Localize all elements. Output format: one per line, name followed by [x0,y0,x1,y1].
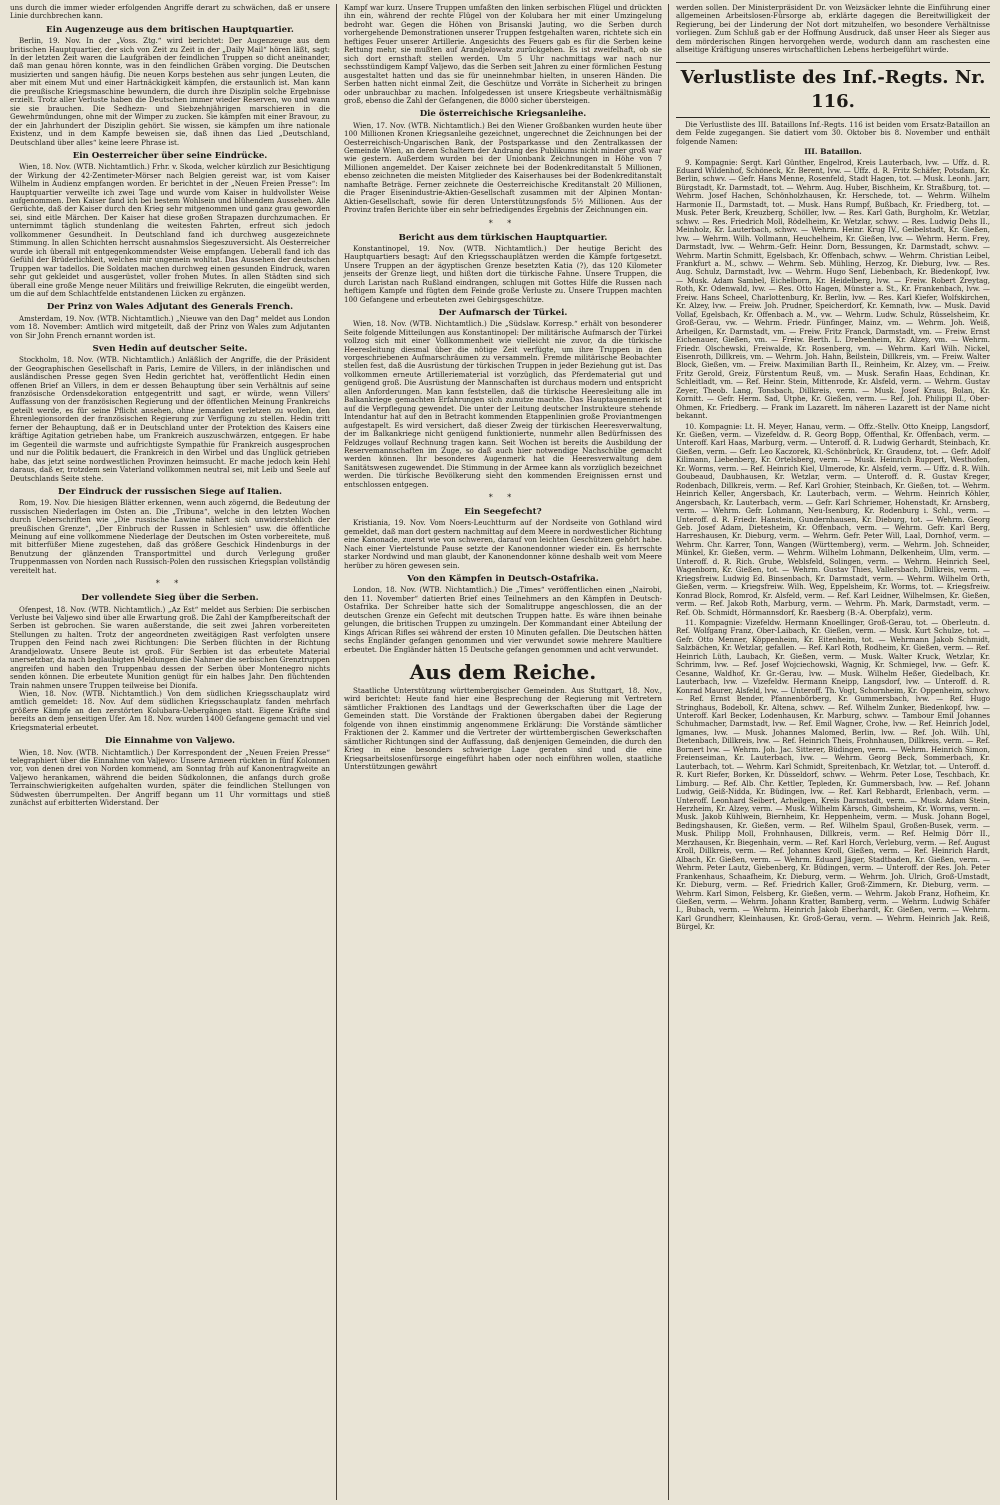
article [10,25,330,147]
column-rule [336,4,337,1500]
separator-stars: * * [488,493,518,503]
article-paragraph: Wien, 17. Nov. (WTB. Nichtamtlich.) Bei den Wiener Großbanken wurden heute über 100 Millionen Kronen Kriegsanleihe gezeichnet, ungerechnet die Zeichnungen bei der Oesterreichisch-Ungarischen Bank, der Postsparkasse und den Zentralkassen der Gemeinde Wien, an deren Schaltern der Andrang des Publikums nicht minder groß war wie gestern. Außerdem wurden bei der Unionbank Zeichnungen in Höhe von 7 Millionen angemeldet. Der Kaiser zeichnete bei der Bodenkreditanstalt 5 Millionen, ebenso zeichneten die meisten Mitglieder des Kaiserhauses bei der Bodenkreditanstalt namhafte Beträge. Ferner zeichnete die Oesterreichische Kreditanstalt 20 Millionen, die Prager Eisenindustrie-Aktien-Gesellschaft zusammen mit der Alpinen Montan-Aktien-Gesellschaft, sowie für deren Unterstützungsfonds 5½ Millionen. Aus der Provinz trafen Berichte über ein sehr befriedigendes Ergebnis der Zeichnungen ein. [344,120,662,215]
kompanie-entry: 11. Kompagnie: Vizefeldw. Hermann Knoellinger, Groß-Gerau, tot. — Oberleutn. d. Ref. Wolfgang Franz, Ober-Laibach, Kr. Gießen, verm. — Musk. Kurt Schulze, tot. — Gefr. Otto Menner, Köppenheim, Kr. Eitenheim, tot. — Wehrmann Jakob Schmidt, Salzbächen, Kr. Wetzlar, gefallen. — Ref. Karl Roth, Rodheim, Kr. Gießen, verm. — Ref. Heinrich Lüth, Laubach, Kr. Gießen, verm. — Musk. Walter Kruck, Wetzlar, Kr. Schrimm, lvw. — Ref. Josef Wojciechowski, Wagnig, Kr. Schmiegel, lvw. — Gefr. K. Cesanne, Waldhof, Kr. Gr.-Gerau, lvw. — Musk. Wilhelm Heßer, Giedelbach, Kr. Lauterbach, lvw. — Vizefeldw. Hermann Kneipp, Langsdorf, lvw. — Unteroff. d. R. Konrad Maurer, Alsfeld, lvw. — Unteroff. Th. Vogt, Schornheim, Kr. Oppenheim, schwv. — Ref. Ernst Bender, Pfannenbörberg, Kr. Gummersbach, lvw. — Ref. Hugo Stringhaus, Bodeboll, Kr. Altena, schwv. — Ref. Wilhelm Zunker, Biedenkopf, lvw. — Unteroff. Karl Becker, Lodenhausen, Kr. Marburg, schwv. — Tambour Emil Johannes Schuhmacher, Darmstadt, lvw. — Ref. Emil Wagner, Crohe, lvw. — Ref. Heinrich Jodel, Igmanes, lvw. — Musk. Johannes Malomed, Berlin, lvw. — Ref. Joh. Wilh. Uhl, Dietenbach, Dillkreis, lvw. — Ref. Heinrich Theis, Frohnhausen, Dillkreis, verm. — Ref. Bornert lvw. — Wehrm. Joh. Jac. Sitterer, Büdingen, verm. — Wehrm. Heinrich Simon, Freienseiman, Kr. Lauterbach, lvw. — Wehrm. Georg Beck, Sommerbach, Kr. Lauterbach, tot. — Wehrm. Karl Schmidt, Spreitenbach, Kr. Wetzlar, tot. — Unteroff. d. R. Kurt Riefer, Borken, Kr. Düsseldorf, schwv. — Wehrm. Peter Lose, Teschbach, Kr. Limburg. — Ref. Alb. Chr. Kettler, Tepleden, Kr. Gummersbach, lvw. — Ref. Johann Ludwig, Geiß-Nidda, Kr. Büdingen, lvw. — Ref. Karl Rebhardt, Erlenbach, verm. — Unteroff. Leonhard Seibert, Arheilgen, Kreis Darmstadt, verm. — Musk. Adam Stein, Herzheim, Kr. Alzey, verm. — Musk. Wilhelm Kärsch, Gimbsheim, Kr. Worms, verm. — Musk. Jakob Kühlwein, Biernheim, Kr. Heppenheim, verm. — Musk. Johann Bogel, Bedingshausen, Kr. Gießen, verm. — Ref. Wilhelm Spaul, Großen-Busek, verm. — Musk. Philipp Moll, Frohnhausen, Dillkreis, verm. — Ref. Helmig Dörr II., Merzhausen, Kr. Biegenhain, verm. — Ref. Karl Horch, Verleburg, verm. — Ref. August Kroll, Dillkreis, verm. — Ref. Johannes Kroll, Gießen, verm. — Ref. Heinrich Hardt, Albach, Kr. Gießen, verm. — Wehrm. Eduard Jäger, Stadtbaden, Kr. Gießen, verm. — Wehrm. Peter Lautz, Giebenberg, Kr. Büdingen, verm. — Unteroff. der Res. Joh. Peter Frankenhaus, Schaafheim, Kr. Dieburg, verm. — Wehrm. Joh. Ulrich, Groß-Umstadt, Kr. Dieburg, verm. — Ref. Friedrich Kaller, Groß-Zimmern, Kr. Dieburg, verm. — Wehrm. Karl Simon, Felsberg, Kr. Gießen, verm. — Wehrm. Jakob Franz, Hofheim, Kr. Gießen, verm. — Wehrm. Johann Kratter, Bamberg, verm. — Wehrm. Ludwig Schäfer I., Bubach, verm. — Wehrm. Heinrich Jakob Eberhardt, Kr. Gießen, verm. — Wehrm. Karl Grundherr, Kleinhausen, Kr. Groß-Gerau, verm. — Wehrm. Heinrich Jak. Reiß, Bürgel, Kr. [676,618,990,932]
article-paragraph: Stockholm, 18. Nov. (WTB. Nichtamtlich.) Anläßlich der Angriffe, die der Präsident der Geographischen Gesellschaft in Paris, Lemire de Villers, in der inländischen und ausländischen Presse gegen Sven Hedin gerichtet hat, veröffentlicht Hedin einen offenen Brief an Villers, in dem er dessen Behauptung über sein Verhältnis auf seine französische Ordensdekoration entgegentritt und sagt, er würde, wenn Villers' Auffassung von der französischen Regierung und der öffentlichen Meinung Frankreichs geteilt werde, es für seine Pflicht ansehen, ohne jemanden verletzen zu wollen, den Ehrenlegionsorden der französischen Regierung zur Verfügung zu stellen. Hedin tritt ferner der Behauptung, daß er in Deutschland unter der Protektion des Kaisers eine kräftige Agitation getrieben habe, um Frankreich auszuschwärzen, entgegen. Er habe im Gegenteil die warmste und aufrichtigste Sympathie für Frankreich ausgesprochen und nur die Politik bedauert, die Frankreich in den Wirbel und das Unglück getrieben habe, das jetzt seine nordwestlichen Provinzen heimsucht. Er mache jedoch kein Hehl daraus, daß er, trotzdem sein Vaterland vollkommen neutral sei, mit Leib und Seele auf Deutschlands Seite stehe. [10,355,330,483]
column-2 [340,4,666,1502]
article-headline: Die Einnahme von Valjewo. [104,736,236,747]
article-headline: Sven Hedin auf deutscher Seite. [92,344,248,355]
separator-stars: * * [155,579,185,589]
article [344,233,662,304]
article-paragraph: Rom, 19. Nov. Die hiesigen Blätter erkennen, wenn auch zögernd, die Bedeutung der russischen Niederlagen im Osten an. Die „Tribuna“, welche in den letzten Wochen durch Ueberschriften wie „Die russische Lawine nähert sich unwiderstehlich der preußischen Grenze“, „Der Einbruch der Russen in Schlesien“ usw. die öffentliche Meinung auf eine vollkommene Niederlage der Deutschen im Osten vorbereitete, muß mit bitterfüßer Miene zugestehen, daß das größere Geschick Hindenburgs in der Benutzung der glänzenden Transportmittel und durch Verlegung großer Truppenmassen von Norden nach Russisch-Polen den russischen Kriegsplan vollständig vereitelt hat. [10,498,330,575]
kompanie-entry: 9. Kompagnie: Sergt. Karl Günther, Engelrod, Kreis Lauterbach, lvw. — Uffz. d. R. Eduard Wildenhof, Schöneck, Kr. Berent, lvw. — Uffz. d. R. Fritz Schäfer, Potsdam, Kr. Berlin, schwv. — Gefr. Hans Menne, Rosenfeld, Stadt Hagen, tot. — Musk. Leonh. Jarr, Bürgstadt, Kr. Darmstadt, tot. — Wehrm. Aug. Huber, Bischheim, Kr. Straßburg, tot. — Wehrm. Josef Hachen, Schönholzhausen, Kr. Herschede, tot. — Wehrm. Wilhelm Harmonie II., Darmstadt, tot. — Musk. Hans Rumpf, Bußbach, Kr. Friedberg, tot. — Musk. Peter Berk, Kreuzberg, Schöller, lvw. — Res. Karl Gath, Burgholm, Kr. Wetzlar, schwv. — Res. Friedrich Moll, Rödelheim, Kr. Wetzlar, schwv. — Res. Ludwig Dehs II., Meinholz, Kr. Lauterbach, schwv. — Wehrm. Heinr. Krug IV., Geibelstadt, Kr. Gießen, lvw. — Wehrm. Wilh. Vollmann, Heuchelheim, Kr. Gießen, lvw. — Wehrm. Herm. Frey, Darmstadt, lvw. — Wehrm.-Gefr. Heinr. Dorn, Bessungen, Kr. Darmstadt, schwv. — Wehrm. Martin Schmitt, Egelsbach, Kr. Offenbach, schwv. — Wehrm. Christian Leibel, Frankfurt a. M., schwv. — Wehrm. Seb. Mühling, Herzog, Kr. Dieburg, lvw. — Res. Aug. Schulz, Darmstadt, lvw. — Wehrm. Hugo Senf, Liebenbach, Kr. Biedenkopf, lvw. — Musk. Adam Sambel, Eichelborn, Kr. Heidelberg, lvw. — Freiw. Robert Zreytag, Roth, Kr. Odenwald, lvw. — Res. Otto Hagen, Münster a. St., Kr. Frankenbach, lvw. — Freiw. Hans Scheel, Charlottenburg, Kr. Berlin, lvw. — Res. Karl Kiefer, Wolfskirchen, Kr. Alzey, lvw. — Freiw. Joh. Prudner, Speicherdorf, Kr. Kemnath, lvw. — Musk. David Vollaf, Egelsbach, Kr. Offenbach a. M., vw. — Wehrm. Ludw. Schulz, Rüsselsheim, Kr. Groß-Gerau, vw. — Wehrm. Friedr. Fünfinger, Mainz, vm. — Wehrm. Joh. Weiß, Arheilgen, Kr. Darmstadt, vm. — Freiw. Fritz Franck, Darmstadt, vm. — Freiw. Ernst Eichenauer, Gießen, vm. — Freiw. Berth. L. Drebenheim, Kr. Alzey, vm. — Wehrm. Friedr. Olschewski, Freiwalde, Kr. Rosenberg, vm. — Wehrm. Karl Wilh. Nickel, Eisenroth, Dillkreis, vm. — Wehrm. Joh. Hahn, Beilstein, Dillkreis, vm. — Freiw. Walter Block, Gießen, vm. — Freiw. Maximilian Barth II., Reinheim, Kr. Alzey, vm. — Freiw. Fritz Gerold, Greiz, Fürstentum Reuß, vm. — Musk. Serafin Haas, Echdinan, Kr. Schleitladt, vm. — Ref. Heinr. Stein, Mittenrode, Kr. Alsfeld, verm. — Wehrm. Gustav Zeyer, Theob. Lang, Tonsbach, Dillkreis, verm. — Musk. Josef Kraus, Bolan, Kr. Kornitt. — Gefr. Herm. Sad, Utphe, Kr. Gießen, verm. — Ref. Joh. Philippi II., Ober-Ohmen, Kr. Friedberg. — Frank im Lazarett. Im näheren Lazarett ist der Name nicht bekannt. [676,157,990,421]
column-1-articles [10,25,330,808]
article-headline: Bericht aus dem türkischen Hauptquartier. [398,232,608,243]
article-paragraph: Amsterdam, 19. Nov. (WTB. Nichtamtlich.) „Nieuwe van den Dag“ meldet aus London vom 18. November: Amtlich wird mitgeteilt, daß der Prinz von Wales zum Adjutanten von Sir John French ernannt worden ist. [10,313,330,340]
article [344,308,662,489]
verlustliste-header-box [676,62,990,118]
article-paragraph: Ofenpest, 18. Nov. (WTB. Nichtamtlich.) „Az Est“ meldet aus Serbien: Die serbischen Verluste bei Valjewo sind über alle Erwartung groß. Die Zahl der Kampfbereitschaft der Serben ist gebrochen. Sie waren außerstande, die seit zwei Jahren vorbereiteten Stellungen zu halten. Trotz der angeordneten zweitägigen Rast verfolgten unsere Truppen den Feind nach zwei Richtungen: Die Serben flüchten in der Richtung Arandjelowatz. Unsere Beute ist groß. Für Serbien ist das erbeutete Material unersetzbar, da nach beglaubigten Meldungen die Nahmer die serbischen Grenztruppen angreifen und haben den Truppenbau dessen der Serben über Montenegro nichts senden können. Die erbeutete Munition genügt für ein halbes Jahr. Den flüchtenden Train nahmen unsere Truppen teilweise bei Dionifa. [10,604,330,690]
kompanie-entry: 10. Kompagnie: Lt. H. Meyer, Hanau, verm. — Offz.-Stellv. Otto Kneipp, Langsdorf, Kr. Gießen, verm. — Vizefeldw. d. R. Georg Bopp, Offenthal, Kr. Offenbach, verm. — Unteroff. Karl Haas, Marburg, verm. — Unteroff. d. R. Ludwig Gerhardt, Steinbach, Kr. Gießen, verm. — Gefr. Leo Kaczorek, Kl.-Schönbrück, Kr. Graudenz, tot. — Gefr. Adolf Kilimann, Liebenberg, Kr. Ortelsberg, verm. — Musk. Heinrich Ruppert, Westhofen, Kr. Worms, verm. — Ref. Heinrich Kiel, Ulmerode, Kr. Alsfeld, verm. — Uffz. d. R. Wilh. Goubeaud, Daubhausen, Kr. Wetzlar, verm. — Unteroff. d. R. Gustav Kreger, Rodenbach, Dillkreis, verm. — Ref. Karl Grohier, Steinbach, Kr. Gießen, tot. — Wehrm. Heinrich Keller, Angersbach, Kr. Lauterbach, verm. — Wehrm. Heinrich Köhler, Angersbach, Kr. Lauterbach, verm. — Gefr. Karl Schriemer, Hohenstadt, Kr. Arnsberg, verm. — Wehrm. Gefr. Lohmann, Neu-Isenburg, Kr. Rodenburg i. Schl., verm. — Unteroff. d. R. Friedr. Hanstein, Gundernhausen, Kr. Dieburg, tot. — Wehrm. Georg Geb. Josef Adam, Dietesheim, Kr. Offenbach, verm. — Wehrm. Gefr. Karl Berg, Harreshausen, Kr. Dieburg, verm. — Wehrm. Gefr. Peter Will, Laal, Dornhof, verm. — Wehrm. Chr. Karrer, Tonn, Wangen (Württemberg), verm. — Wehrm. Joh. Schneider, Münkel, Kr. Gießen, verm. — Wehrm. Wilhelm Lohmann, Delkenheim, Ulm, verm. — Unteroff. d. R. Rich. Grube, Weblsfeld, Solingen, verm. — Wehrm. Heinrich Seel, Wagenborn, Kr. Gießen, tot. — Wehrm. Gustav Thies, Vallersbach, Dillkreis, verm. — Kriegsfreiw. Ludwig Ed. Binsenbach, Kr. Darmstadt, verm. — Wehrm. Wilhelm Orth, Gießen, verm. — Kriegsfreiw. Wilh. Weg, Eppelsheim, Kr. Worms, tot. — Kriegsfreiw. Konrad Block, Romrod, Kr. Alsfeld, verm. — Ref. Karl Leidner, Wilhelmsen, Kr. Gießen, verm. — Ref. Jakob Roth, Marburg, verm. — Wehrm. Ph. Mark, Darmstadt, verm. — Ref. Ob. Schmidt, Hörmannsdorf, Kr. Raesberg (B.-A. Oberpfalz), verm. [676,421,990,617]
article-paragraph: Wien, 18. Nov. (WTB. Nichtamtlich.) Die „Südslaw. Korresp.“ erhält von besonderer Seite folgende Mitteilungen aus Konstantinopel: Der militärische Aufmarsch der Türkei vollzog sich mit einer Vollkommenheit wie vielleicht nie zuvor, da die türkische Heeresleitung diesmal über die nötige Zeit verfügte, um ihre Truppen in den vorgeschriebenen Aufmarschräumen zu versammeln. Fremde militärische Beobachter stellen fest, daß die Ausrüstung der türkischen Truppen in jeder Beziehung gut ist. Das vollkommen erneute Artilleriematerial ist vorzüglich, das Pferdematerial gut und genügend groß. Die Ausrüstung der Mannschaften ist durchaus modern und entspricht allen Anforderungen. Man kann feststellen, daß die türkische Heeresleitung alle im Balkankriege gemachten Erfahrungen sich zunutze machte. Das Hauptaugenmerk ist auf die Verpflegung gewendet. Die unter der Leitung deutscher Instrukteure stehende Intendantur hat auf den in Betracht kommenden Etappenlinien große Proviantmengen aufgestapelt. Es wird versichert, daß dieser Zweig der türkischen Heeresverwaltung, der im Balkankriege nicht genügend funktionierte, nunmehr allen Bedürfnissen des Feldzuges vollauf Rechnung tragen kann. Seit Wochen ist bereits die Ausbildung der Reservemannschaften im Zuge, so daß auch hier notwendige Nachschübe gemacht werden können. Ihr besonderes Augenmerk hat die Heeresverwaltung dem Sanitätswesen zugewendet. Die Stimmung in der Armee kann als vorzüglich bezeichnet werden. Die türkische Bevölkerung sieht den kommenden Ereignissen ernst und entschlossen entgegen. [344,319,662,489]
article [10,736,330,807]
article [344,507,662,570]
column-3 [672,4,994,1502]
column-1 [6,4,334,1502]
article-paragraph: Staatliche Unterstützung württembergischer Gemeinden. Aus Stuttgart, 18. Nov., wird berichtet: Heute fand hier eine Besprechung der Regierung mit Vertretern sämtlicher Fraktionen des Landtags und der Gewerkschaften über die Lage der Gemeinden statt. Die Vorstände der Fraktionen übergaben dabei der Regierung folgende von ihnen einstimmig angenommene Erklärung: Die Vorstände sämtlicher Fraktionen der 2. Kammer und die Vertreter der württembergischen Gewerkschaften sämtlicher Richtungen sind der Auffassung, daß denjenigen Gemeinden, die durch den Krieg in eine besonders schwierige Lage geraten sind und die eine Kriegsarbeitslosenfürsorge eingeführt haben oder noch einführen wollen, staatliche Unterstützungen gewährt [344,686,662,772]
article [344,109,662,214]
article-headline: Die österreichische Kriegsanleihe. [419,109,587,120]
article-headline: Der Aufmarsch der Türkei. [438,308,568,318]
article-paragraph: Kristiania, 19. Nov. Vom Noers-Leuchtturm auf der Nordseite von Gothland wird gemeldet, daß man dort gestern nachmittag auf dem Meere in nordwestlicher Richtung eine Kanonade, zuerst wie von schweren, darauf von leichten Geschützen gehört habe. Nach einer Viertelstunde Pause setzte der Kanonendonner wieder ein. Es herrschte starker Nordwind und man glaubt, der Kanonendonner könne deshalb weit vom Meere herüber zu hören gewesen sein. [344,518,662,570]
separator-stars: * * [488,218,518,228]
carryover-text: Kampf war kurz. Unsere Truppen umfaßten den linken serbischen Flügel und drückten ihn ein, während der rechte Flügel von der Kolubara her mit einer Umzingelung bedroht war. Gegen die Höhen von Brisanski Jauting, wo die Serben durch vorhergehende Demonstrationen unserer Truppen festgehalten waren, richtete sich ein heftiges Feuer unserer Artillerie. Angesichts des Feuers gab es für die Serben keine Rettung mehr, sie mußten auf Arandjelowatz zurückgehen. Es ist zweifelhaft, ob sie sich dort ernsthaft stellen werden. Um 5 Uhr nachmittags war nach nur sechsstündigem Kampf Valjewo, das die Serben seit Jahren zu einer förmlichen Festung ausgestaltet hatten und das sie für uneinnehmbar hielten, in unseren Händen. Die Serben hatten nicht einmal Zeit, die Geschütze und Vorräte in Sicherheit zu bringen oder unbrauchbar zu machen. Infolgedessen ist unsere Kriegsbeute verhältnismäßig groß, ebenso die Zahl der Gefangenen, die 8000 sicher übersteigen. [344,4,662,105]
article [10,487,330,575]
article-headline: Ein Oesterreicher über seine Eindrücke. [72,151,268,161]
article [344,574,662,654]
kompanien-list [676,159,990,932]
article [10,344,330,483]
article-paragraph: Berlin, 19. Nov. In der „Voss. Ztg.“ wird berichtet: Der Augenzeuge aus dem britischen Hauptquartier, der sich von Zeit zu Zeit in der „Daily Mail“ hören läßt, sagt: In der letzten Zeit waren die Laufgräben der feindlichen Truppen so dicht aneinander, daß man genau hören konnte, was in den feindlichen Gräben vorging. Die Deutschen musizierten und sangen häufig. Die neuen Korps bestehen aus sehr jungen Leuten, die aber mit einem Mut und einer Hartnäckigkeit kämpfen, die erstaunlich ist. Man kann die preußische Kriegsmaschine bewundern, die durch ihre Disziplin solche Ergebnisse erzielt. Trotz aller Verluste haben die Deutschen immer wieder Reserven, wo und wann sie sie brauchen. Die Sedhezn- und Siebzehnjährigen marschieren in die Gewehrmündungen, ohne mit der Wimper zu zucken. Sie kämpfen mit einer Bravour, zu der ein Jahrhundert der Disziplin gehört. Sie wissen, sie kämpfen um ihre nationale Existenz, und in dem Kampfe beweisen sie, daß ihnen das Lied „Deutschland, Deutschland über alles“ keine leere Phrase ist. [10,36,330,147]
article-paragraph: Konstantinopel, 19. Nov. (WTB. Nichtamtlich.) Der heutige Bericht des Hauptquartiers besagt: Auf den Kriegsschauplätzen werden die Kämpfe fortgesetzt. Unsere Truppen an der ägyptischen Grenze besetzten Katia (?), das 120 Kilometer jenseits der Grenze liegt, und hißten dort die türkische Fahne. Unsere Truppen, die durch Laristan nach Rußland eindrangen, schlugen mit Gottes Hilfe die Russen nach heftigem Kampfe und fügten dem Feinde große Verluste zu. Unsere Truppen machten 100 Gefangene und erbeuteten zwei Gebirgsgeschütze. [344,243,662,304]
verlustliste-heading: Verlustliste des Inf.-Regts. Nr. 116. [680,66,986,112]
bataillon-heading: III. Bataillon. [804,147,862,157]
verlustliste-intro: Die Verlustliste des III. Bataillons Inf.-Regts. 116 ist beiden vom Ersatz-Bataillon an dem Felde zugegangen. Sie datiert vom 30. Oktober bis 8. November und enthält folgende Namen: [676,119,990,146]
article-paragraph: London, 18. Nov. (WTB. Nichtamtlich.) Die „Times“ veröffentlichen einen „Nairobi, den 11. November“ datierten Brief eines Teilnehmers an den Kämpfen in Deutsch-Ostafrika. Der Schreiber hatte sich der Somalitruppe angeschlossen, die an der deutschen Grenze ein Gefecht mit deutschen Truppen hatte. Es wäre ihnen beinahe gelungen, die britischen Truppen zu umzingeln. Der Kommandant einer Abteilung der Kings African Rifles sei während der ersten 10 Minuten gefallen. Die Deutschen hätten sechs Engländer gefangen genommen und vier verwundet sowie mehrere Maultiere erbeutet. Die Engländer hätten 15 Deutsche gefangen genommen und acht verwundet. [344,585,662,654]
article-headline: Der Eindruck der russischen Siege auf Italien. [58,487,282,498]
article-paragraph: Wien, 18. Nov. (WTB. Nichtamtlich.) Von dem südlichen Kriegsschauplatz wird amtlich gemeldet: 18. Nov. Auf dem südlichen Kriegsschauplatz fanden mehrfach größere Kämpfe an den zerstörten Kolubara-Uebergängen statt. Eigene Kräfte sind bereits an dem jenseitigen Ufer. Am 18. Nov. wurden 1400 Gefangene gemacht und viel Kriegsmaterial erbeutet. [10,689,330,732]
article-headline: Von den Kämpfen in Deutsch-Ostafrika. [407,574,599,585]
article [10,593,330,732]
column-2-articles [344,109,662,654]
verlustliste [676,121,990,932]
article-headline: Der Prinz von Wales Adjutant des Generals French. [46,302,294,313]
article-headline: Ein Seegefecht? [464,507,542,518]
carryover-text: uns durch die immer wieder erfolgenden Angriffe derart zu schwächen, daß er unsere Linie durchbrechen kann. [10,4,330,21]
section-heading-reich: Aus dem Reiche. [409,660,597,685]
article [10,302,330,340]
article-headline: Der vollendete Sieg über die Serben. [81,593,259,604]
carryover-text: werden sollen. Der Ministerpräsident Dr. von Weizsäcker lehnte die Einführung einer allgemeinen Arbeitslosen-Fürsorge ab, erklärte dagegen die Bereitwilligkeit der Regierung, bei der Linderung der Not dort mitzuhelfen, wo besondere Verhältnisse vorliegen. Zum Schluß gab er der Hoffnung Ausdruck, daß unser Heer als Sieger aus dem mörderischen Ringen hervorgehen werde, wodurch dann am raschesten eine allseitige Kräftigung unseres wirtschaftlichen Lebens herbeigeführt würde. [676,4,990,55]
article-paragraph: Wien, 18. Nov. (WTB. Nichtamtlich.) Der Korrespondent der „Neuen Freien Presse“ telegraphiert über die Einnahme von Valjewo: Unsere Armeen rückten in fünf Kolonnen vor, von denen drei von Norden kommend, am Sonntag früh auf Kanonentragweite an Valjewo herankamen, während die beiden Südkolonnen, die anfangs durch große Terrainschwierigkeiten aufgehalten wurden, später die feindlichen Stellungen von Südwesten überrumpelten. Der Angriff begann um 11 Uhr vormittags und stieß zunächst auf erbitterten Widerstand. Der [10,747,330,808]
article-paragraph: Wien, 18. Nov. (WTB. Nichtamtlich.) Frhr. v. Skoda, welcher kürzlich zur Besichtigung der Wirkung der 42-Zentimeter-Mörser nach Belgien gereist war, ist vom Kaiser Wilhelm in Audienz empfangen worden. Er berichtet in der „Neuen Freien Presse“: Im Hauptquartier verweilte ich zwei Tage und wurde vom Kaiser in huldvollster Weise aufgenommen. Den Kaiser fand ich bei bestem Wohlsein und blühendem Aussehen. Alle Gerüchte, daß der Kaiser durch den Krieg sehr mitgenommen und ganz grau geworden sei, sind eitle Märchen. Der Kaiser hat diese großen Strapazen durchzumachen. Er unternimmt täglich stundenlang die weitesten Fahrten, erfreut sich jedoch vollkommener Gesundheit. In Deutschland fand ich durchweg ausgezeichnete Stimmung. In allen Schichten herrscht ausnahmslos Siegeszuversicht. Als Oesterreicher wurde ich überall mit entgegenkommendster Weise empfangen. Ueberall fand ich das Gefühl der Brüderlichkeit, welches mir ungemein wohltat. Das Aussehen der deutschen Truppen war tadellos. Die Soldaten machen durchweg einen gesunden Eindruck, waren sehr gut gekleidet und ausgerüstet, voller frohen Mutes. In allen Städten sind sich überall eine große Menge neuer Militärs und freiwillige Rekruten, die eingeübt werden, um die auf dem Schlachtfelde entstandenen Lücken zu ergänzen. [10,162,330,298]
article [10,151,330,298]
article-headline: Ein Augenzeuge aus dem britischen Hauptquartier. [46,24,294,35]
column-rule [668,4,669,1500]
